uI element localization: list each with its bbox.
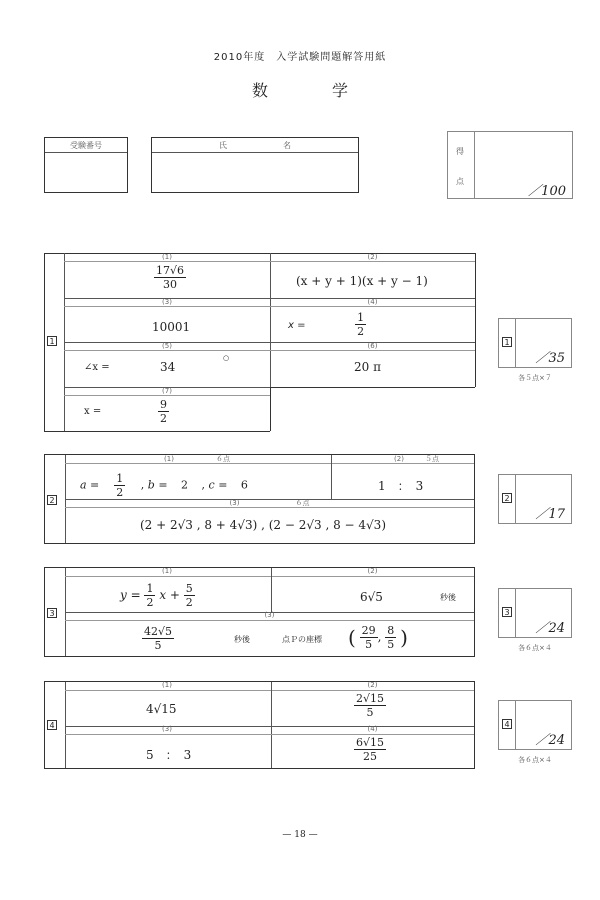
q1-p6-label: (6) <box>367 342 378 350</box>
q3-point-label: 点Ｐの座標 <box>282 635 322 644</box>
q3-p1-label: (1) <box>162 567 172 575</box>
q1-p1-label: (1) <box>162 253 172 261</box>
q4-score: ／24 <box>535 733 565 748</box>
q4-p1-label: (1) <box>162 681 172 689</box>
q1-p4-label: (4) <box>367 298 378 306</box>
q2-p3-label: (3) ６点 <box>229 499 310 507</box>
exam-title: 2010年度 入学試験問題解答用紙 <box>213 52 387 63</box>
q3-p2-label: (2) <box>367 567 378 575</box>
q1-score-number: 1 <box>502 337 512 347</box>
q3-number: 3 <box>47 608 57 618</box>
name-label: 氏 名 <box>219 141 291 150</box>
q2-answer-3: (2 + 2√3 , 8 + 4√3) , (2 − 2√3 , 8 − 4√3) <box>140 518 386 532</box>
page-number: — 18 — <box>282 830 318 840</box>
q4-p4-label: (4) <box>367 725 378 733</box>
q2-p1-label: (1) ６点 <box>164 455 230 463</box>
q4-score-number: 4 <box>502 719 512 729</box>
total-score: ／100 <box>528 184 566 199</box>
q3-p3-label: (3) <box>264 611 275 619</box>
q1-points: 各５点×７ <box>518 374 552 382</box>
score-label-1: 得 <box>456 147 464 156</box>
q4-points: 各６点×４ <box>518 756 552 764</box>
score-label-2: 点 <box>456 177 464 186</box>
q1-answer-2: (x + y + 1)(x + y − 1) <box>296 274 428 288</box>
q4-answer-3: 5 ： 3 <box>146 748 192 762</box>
q1-answer-3: 10001 <box>152 320 191 334</box>
total-score-box[interactable] <box>447 131 573 199</box>
q2-p2-label: (2) ５点 <box>394 455 439 463</box>
q1-p5-label: (5) <box>162 342 172 350</box>
q2-number: 2 <box>47 495 57 505</box>
q3-answer-1: y = $\frac{1}{2}$ x + $\frac{5}{2}$ <box>120 582 193 609</box>
q3-points: 各６点×４ <box>518 644 552 652</box>
exam-number-box[interactable] <box>44 137 128 193</box>
q1-p3-label: (3) <box>162 298 172 306</box>
q3-score-box[interactable] <box>498 588 572 638</box>
q4-answer-4: $\frac{6√15}{25}$ <box>356 736 385 763</box>
q2-answer-2: 1 ： 3 <box>378 479 424 493</box>
q1-score-box[interactable] <box>498 318 572 368</box>
q1-answer-5: 34 <box>160 360 176 374</box>
q1-number: 1 <box>47 336 57 346</box>
q4-answer-2: $\frac{2√15}{5}$ <box>356 692 385 719</box>
q3-point-coords: ( $\frac{29}{5}$ , $\frac{8}{5}$ ) <box>348 624 408 651</box>
q4-p3-label: (3) <box>162 725 172 733</box>
q1-p7-label: (7) <box>162 387 172 395</box>
q1-score: ／35 <box>535 351 565 366</box>
q2-score: ／17 <box>535 507 565 522</box>
q3-answer-2-unit: 秒後 <box>440 593 456 602</box>
degree-mark: ○ <box>223 354 230 362</box>
q4-answer-1: 4√15 <box>146 702 177 716</box>
q1-answer-1: $\frac{17√6}{30}$ <box>156 264 185 291</box>
q1-answer-4: x = $\frac{1}{2}$ <box>288 311 365 338</box>
q3-answer-3-unit: 秒後 <box>234 635 250 644</box>
q1-answer-7: $\frac{9}{2}$ <box>160 398 167 425</box>
subject-title: 数 学 <box>251 81 348 100</box>
exam-number-label: 受験番号 <box>70 141 102 150</box>
q4-score-box[interactable] <box>498 700 572 750</box>
q3-answer-3: $\frac{42√5}{5}$ <box>144 625 173 652</box>
q3-score: ／24 <box>535 621 565 636</box>
q4-p2-label: (2) <box>367 681 378 689</box>
q3-answer-2: 6√5 <box>360 590 383 604</box>
q1-answer-6: 20 π <box>354 360 381 374</box>
q1-answer-7-prefix: x = <box>84 406 102 417</box>
name-box[interactable] <box>151 137 359 193</box>
q1-answer-5-prefix: ∠x = <box>84 362 110 373</box>
q2-answer-1: a = $\frac{1}{2}$ , b = 2 , c = 6 <box>80 472 248 499</box>
q4-number: 4 <box>47 720 57 730</box>
q2-score-number: 2 <box>502 493 512 503</box>
q1-p2-label: (2) <box>367 253 378 261</box>
q2-score-box[interactable] <box>498 474 572 524</box>
q3-score-number: 3 <box>502 607 512 617</box>
